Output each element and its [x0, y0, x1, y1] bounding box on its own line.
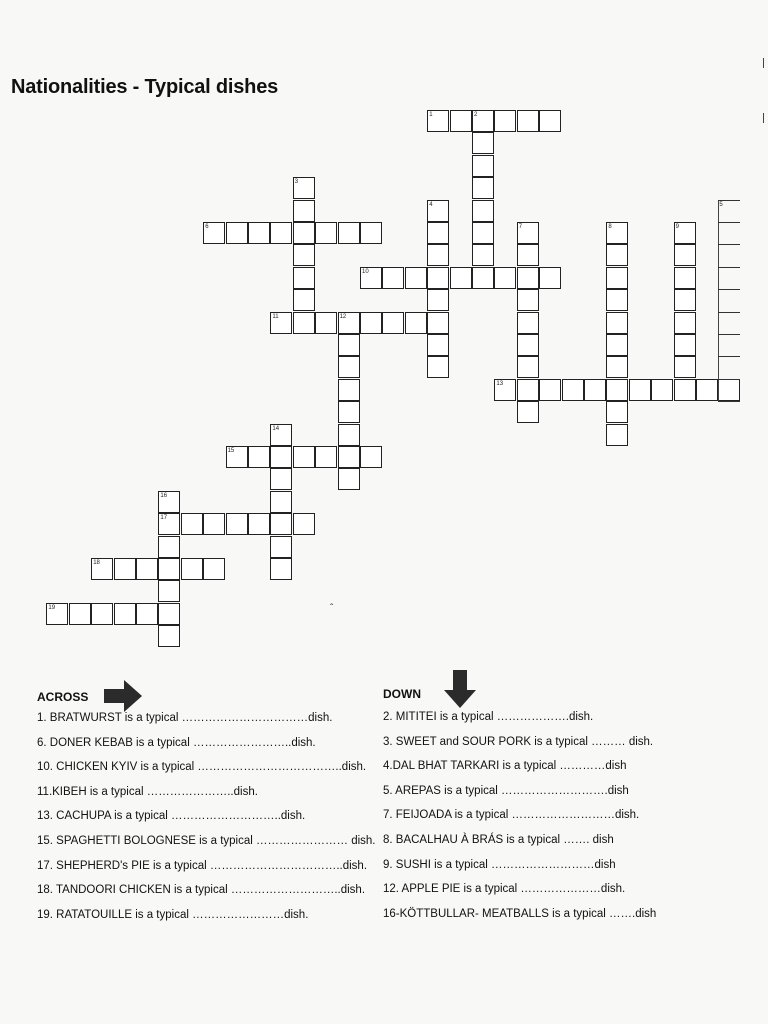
grid-cell[interactable]: [517, 356, 539, 378]
grid-cell[interactable]: [158, 580, 180, 602]
down-clue: 4.DAL BHAT TARKARI is a typical …………dish: [383, 760, 627, 773]
grid-cell[interactable]: [472, 244, 494, 266]
scan-mark: [763, 113, 764, 123]
grid-cell[interactable]: [674, 244, 696, 266]
clue-number: 14: [272, 425, 280, 432]
grid-cell[interactable]: [427, 356, 449, 378]
clue-number: 6: [205, 224, 209, 230]
down-clue: 3. SWEET and SOUR PORK is a typical ……… dish.: [383, 735, 654, 748]
grid-cell[interactable]: [270, 513, 292, 535]
grid-cell[interactable]: [517, 379, 539, 401]
grid-cell[interactable]: [562, 379, 584, 401]
grid-edge-line: [718, 334, 740, 335]
grid-edge-line: [718, 200, 719, 402]
grid-edge-line: [718, 267, 740, 268]
down-clue: 16-KÖTTBULLAR- MEATBALLS is a typical …….dish: [383, 907, 657, 920]
grid-cell[interactable]: [629, 379, 651, 401]
down-heading: DOWN: [383, 687, 421, 701]
grid-cell[interactable]: [114, 603, 136, 625]
clue-number: 15: [227, 448, 235, 454]
arrow-down-icon: [444, 670, 476, 708]
grid-cell[interactable]: [606, 401, 628, 423]
grid-cell[interactable]: [136, 603, 158, 625]
grid-cell[interactable]: [517, 289, 539, 311]
clue-number: 10: [362, 268, 369, 275]
grid-cell[interactable]: [405, 267, 427, 289]
grid-cell[interactable]: [606, 356, 628, 378]
grid-cell[interactable]: [338, 468, 360, 490]
across-clue: 10. CHICKEN KYIV is a typical ………………………………..dish.: [37, 761, 367, 774]
grid-cell[interactable]: [293, 446, 315, 468]
clue-number: 5: [719, 201, 723, 208]
grid-cell[interactable]: [606, 289, 628, 311]
grid-cell[interactable]: [517, 267, 539, 289]
grid-cell[interactable]: [382, 267, 404, 289]
grid-cell[interactable]: [293, 289, 315, 311]
grid-cell[interactable]: [338, 424, 360, 446]
grid-cell[interactable]: [338, 222, 360, 244]
clue-number: 2: [474, 112, 478, 118]
grid-edge-line: [718, 312, 740, 313]
grid-cell[interactable]: [427, 312, 449, 334]
across-heading: ACROSS: [37, 690, 89, 704]
grid-cell[interactable]: [517, 110, 539, 132]
grid-cell[interactable]: [494, 110, 516, 132]
grid-cell[interactable]: [472, 177, 494, 199]
clue-number: 1: [429, 112, 433, 118]
grid-cell[interactable]: [338, 379, 360, 401]
grid-cell[interactable]: [539, 379, 561, 401]
grid-cell[interactable]: [181, 558, 203, 580]
grid-cell[interactable]: [158, 625, 180, 647]
grid-cell[interactable]: [114, 558, 136, 580]
clue-number: 9: [675, 224, 679, 230]
grid-cell[interactable]: [718, 379, 740, 401]
grid-cell[interactable]: [360, 312, 382, 334]
grid-cell[interactable]: [226, 513, 248, 535]
grid-cell[interactable]: [606, 334, 628, 356]
grid-cell[interactable]: [472, 200, 494, 222]
grid-edge-line: [718, 200, 740, 201]
grid-cell[interactable]: [584, 379, 606, 401]
down-clue: 7. FEIJOADA is a typical ………………………dish.: [383, 809, 640, 822]
grid-edge-line: [718, 289, 740, 290]
grid-cell[interactable]: [427, 334, 449, 356]
grid-cell[interactable]: [270, 536, 292, 558]
clue-number: 4: [429, 201, 433, 208]
grid-cell[interactable]: [315, 446, 337, 468]
grid-cell[interactable]: [293, 244, 315, 266]
grid-cell[interactable]: [203, 558, 225, 580]
grid-cell[interactable]: [674, 356, 696, 378]
grid-cell[interactable]: [158, 603, 180, 625]
grid-cell[interactable]: [606, 312, 628, 334]
down-clue: 5. AREPAS is a typical ……………………….dish: [383, 784, 629, 797]
grid-cell[interactable]: [270, 446, 292, 468]
grid-cell[interactable]: [606, 267, 628, 289]
grid-cell[interactable]: [338, 334, 360, 356]
grid-cell[interactable]: [674, 289, 696, 311]
grid-edge-line: [718, 379, 740, 380]
grid-cell[interactable]: [338, 401, 360, 423]
grid-cell[interactable]: [517, 312, 539, 334]
grid-cell[interactable]: [674, 267, 696, 289]
clue-number: 3: [294, 179, 299, 186]
down-clue: 2. MITITEI is a typical ……………….dish.: [383, 711, 594, 723]
grid-cell[interactable]: [270, 491, 292, 513]
grid-cell[interactable]: [293, 312, 315, 334]
grid-cell[interactable]: [606, 424, 628, 446]
grid-cell[interactable]: [158, 558, 180, 580]
across-clue: 19. RATATOUILLE is a typical ……………………dish.: [37, 908, 309, 921]
grid-cell[interactable]: [270, 558, 292, 580]
grid-cell[interactable]: [450, 267, 472, 289]
grid-cell[interactable]: [427, 244, 449, 266]
grid-cell[interactable]: [360, 446, 382, 468]
grid-cell[interactable]: [517, 244, 539, 266]
grid-cell[interactable]: [606, 379, 628, 401]
grid-cell[interactable]: [539, 110, 561, 132]
grid-cell[interactable]: [427, 267, 449, 289]
grid-cell[interactable]: [270, 222, 292, 244]
grid-cell[interactable]: [248, 222, 270, 244]
grid-cell[interactable]: [248, 446, 270, 468]
across-clue: 18. TANDOORI CHICKEN is a typical ………………………..dish.: [37, 884, 366, 897]
grid-cell[interactable]: [181, 513, 203, 535]
grid-cell[interactable]: [315, 312, 337, 334]
grid-cell[interactable]: [293, 267, 315, 289]
grid-cell[interactable]: [405, 312, 427, 334]
grid-cell[interactable]: [248, 513, 270, 535]
grid-cell[interactable]: [427, 222, 449, 244]
grid-cell[interactable]: [293, 513, 315, 535]
grid-cell[interactable]: [382, 312, 404, 334]
grid-edge-line: [718, 222, 740, 223]
grid-cell[interactable]: [606, 244, 628, 266]
grid-cell[interactable]: [472, 222, 494, 244]
grid-cell[interactable]: [674, 312, 696, 334]
down-clue: 8. BACALHAU À BRÁS is a typical ……. dish: [383, 834, 614, 846]
grid-edge-line: [718, 244, 740, 245]
grid-cell[interactable]: [472, 267, 494, 289]
grid-cell[interactable]: [472, 132, 494, 154]
grid-cell[interactable]: [203, 513, 225, 535]
clue-number: 18: [93, 560, 100, 566]
down-clue: 12. APPLE PIE is a typical …………………dish.: [383, 883, 626, 896]
grid-cell[interactable]: [226, 222, 248, 244]
grid-cell[interactable]: [450, 110, 472, 132]
grid-cell[interactable]: [427, 289, 449, 311]
scan-mark: [763, 58, 764, 68]
grid-cell[interactable]: [539, 267, 561, 289]
clue-number: 19: [48, 604, 56, 611]
grid-cell[interactable]: [517, 401, 539, 423]
grid-cell[interactable]: [293, 200, 315, 222]
grid-cell[interactable]: [651, 379, 673, 401]
grid-cell[interactable]: [270, 468, 292, 490]
grid-edge-line: [718, 401, 740, 402]
arrow-right-icon: [104, 680, 142, 712]
across-clue: 15. SPAGHETTI BOLOGNESE is a typical …………………… dish.: [37, 835, 376, 847]
grid-cell[interactable]: [674, 379, 696, 401]
stray-mark: ˆ: [330, 603, 334, 614]
across-clue: 13. CACHUPA is a typical ………………………..dish.: [37, 810, 306, 823]
grid-cell[interactable]: [338, 356, 360, 378]
clue-number: 7: [518, 224, 523, 230]
page-title: Nationalities - Typical dishes: [11, 76, 279, 98]
grid-cell[interactable]: [91, 603, 113, 625]
clue-number: 11: [272, 313, 279, 320]
clue-number: 8: [608, 224, 612, 230]
clue-number: 16: [160, 492, 168, 499]
clue-number: 13: [496, 380, 504, 387]
down-clue: 9. SUSHI is a typical ………………………dish: [383, 858, 616, 871]
grid-cell[interactable]: [517, 334, 539, 356]
across-clue: 6. DONER KEBAB is a typical ……………………..dish.: [37, 736, 316, 749]
across-clue: 1. BRATWURST is a typical ……………………………dish.: [37, 712, 333, 724]
grid-cell[interactable]: [338, 446, 360, 468]
grid-cell[interactable]: [315, 222, 337, 244]
grid-cell[interactable]: [293, 222, 315, 244]
clue-number: 17: [160, 515, 168, 522]
grid-cell[interactable]: [674, 334, 696, 356]
grid-cell[interactable]: [472, 155, 494, 177]
across-clue: 11.KIBEH is a typical …………………..dish.: [37, 785, 258, 798]
clue-number: 12: [339, 313, 347, 320]
grid-cell[interactable]: [360, 222, 382, 244]
grid-cell[interactable]: [69, 603, 91, 625]
grid-cell[interactable]: [136, 558, 158, 580]
grid-cell[interactable]: [158, 536, 180, 558]
across-clue: 17. SHEPHERD's PIE is a typical ……………………………..dish.: [37, 859, 368, 872]
grid-edge-line: [718, 356, 740, 357]
grid-cell[interactable]: [696, 379, 718, 401]
grid-cell[interactable]: [494, 267, 516, 289]
